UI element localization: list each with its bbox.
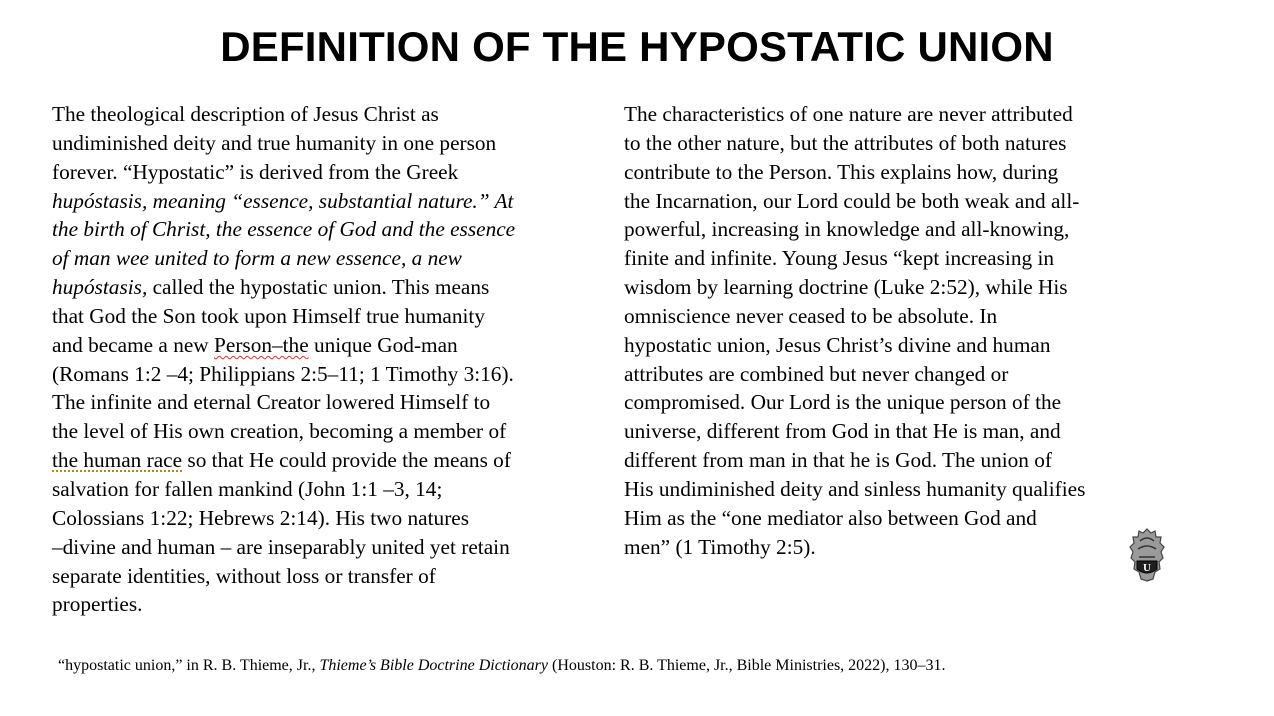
page-title: DEFINITION OF THE HYPOSTATIC UNION	[220, 23, 1054, 70]
text-run: unique God-man	[308, 332, 458, 357]
text-line: finite and infinite. Young Jesus “kept increasing in	[624, 246, 1055, 271]
spellcheck-flagged-text[interactable]: Person–the	[214, 332, 309, 357]
text-run: so that He could provide the means of	[182, 448, 511, 473]
text-line: properties.	[52, 592, 143, 617]
text-line	[52, 446, 515, 475]
text-line: Colossians 1:22; Hebrews 2:14). His two natures	[52, 505, 470, 530]
text-line: wisdom by learning doctrine (Luke 2:52), while His	[624, 275, 1068, 300]
text-run: and became a new	[52, 332, 215, 357]
text-line: (Romans 1:2 –4; Philippians 2:5–11; 1 Timothy 3:16).	[52, 361, 514, 386]
text-line: hypostatic union, Jesus Christ’s divine and human	[624, 332, 1051, 357]
citation-footnote	[58, 655, 946, 677]
text-line: attributes are combined but never changed or	[624, 361, 1009, 386]
text-line: separate identities, without loss or transfer of	[52, 563, 436, 588]
right-text-column	[624, 100, 1085, 562]
text-line: the Incarnation, our Lord could be both weak and all-	[624, 188, 1080, 213]
text-line: The characteristics of one nature are never attributed	[624, 102, 1073, 126]
text-line: salvation for fallen mankind (John 1:1 –3, 14;	[52, 476, 443, 501]
text-line-italic: the birth of Christ, the essence of God and the essence	[52, 217, 516, 242]
text-line: to the other nature, but the attributes of both natures	[624, 130, 1067, 155]
text-line: Him as the “one mediator also between God and	[624, 505, 1037, 530]
text-line: contribute to the Person. This explains how, during	[624, 159, 1059, 184]
text-line: omniscience never ceased to be absolute. In	[624, 303, 998, 328]
text-line: compromised. Our Lord is the unique person of the	[624, 390, 1062, 415]
text-line: powerful, increasing in knowledge and all-knowing,	[624, 217, 1070, 242]
text-line: The infinite and eternal Creator lowered Himself to	[52, 390, 491, 415]
text-line: men” (1 Timothy 2:5).	[624, 534, 816, 559]
citation-book-title: Thieme’s Bible Doctrine Dictionary	[319, 657, 549, 674]
text-run: called the hypostatic union. This means	[147, 275, 490, 300]
text-line-italic: hupóstasis, meaning “essence, substantial nature.” At	[52, 188, 514, 213]
text-line: that God the Son took upon Himself true humanity	[52, 303, 485, 328]
text-line: The theological description of Jesus Christ as	[52, 102, 439, 126]
crest-monogram: U	[1143, 562, 1151, 574]
text-line: –divine and human – are inseparably united yet retain	[52, 534, 510, 559]
ministry-crest-icon	[1128, 527, 1166, 583]
text-line: different from man in that he is God. The union of	[624, 448, 1053, 473]
text-line	[52, 273, 515, 302]
text-line: the level of His own creation, becoming a member of	[52, 419, 507, 444]
grammar-flagged-text[interactable]: the human race	[52, 448, 183, 473]
left-text-column	[52, 100, 515, 619]
citation-text: (Houston: R. B. Thieme, Jr., Bible Ministries, 2022), 130–31.	[548, 657, 946, 674]
citation-text: “hypostatic union,” in R. B. Thieme, Jr.,	[58, 657, 320, 674]
text-line-italic: of man wee united to form a new essence, a new	[52, 246, 462, 271]
text-line	[52, 331, 515, 360]
text-line: undiminished deity and true humanity in one person	[52, 130, 497, 155]
text-line: His undiminished deity and sinless humanity qualifies	[624, 476, 1086, 501]
text-line: universe, different from God in that He is man, and	[624, 419, 1061, 444]
italic-term: hupóstasis,	[52, 275, 148, 300]
text-line: forever. “Hypostatic” is derived from the Greek	[52, 159, 459, 184]
